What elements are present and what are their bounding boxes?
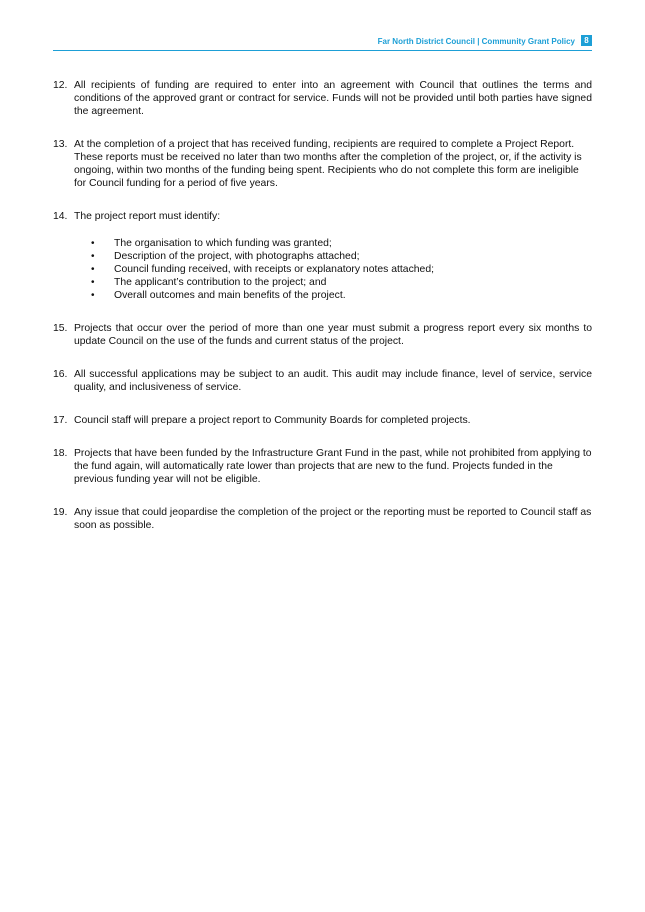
list-item-17 bbox=[53, 414, 592, 427]
item-number: 14. bbox=[53, 211, 68, 222]
bullet-text: Description of the project, with photographs attached; bbox=[114, 251, 360, 262]
item-text: The project report must identify: bbox=[74, 211, 221, 222]
bullet-item bbox=[74, 276, 592, 289]
item-text: At the completion of a project that has received funding, recipients are required to complete a Project Report. These reports must be received no later than two months after the completion of the project, or, if the activity is ongoing, within two months of the funding being spent. Recipients who do not complete this form are ineligible for Council funding for a period of five years. bbox=[74, 139, 582, 189]
item-number: 18. bbox=[53, 448, 68, 459]
list-item-15 bbox=[53, 322, 592, 348]
report-requirements-list bbox=[74, 237, 592, 302]
list-item-12 bbox=[53, 79, 592, 118]
list-item-19 bbox=[53, 506, 592, 532]
header-title: Far North District Council | Community Grant Policy bbox=[377, 36, 575, 46]
bullet-icon: • bbox=[91, 264, 95, 275]
bullet-icon: • bbox=[91, 238, 95, 249]
page-number-badge: 8 bbox=[581, 35, 592, 46]
list-item-13 bbox=[53, 138, 592, 190]
document-body bbox=[53, 79, 592, 552]
item-number: 17. bbox=[53, 415, 68, 426]
list-item-16 bbox=[53, 368, 592, 394]
bullet-icon: • bbox=[91, 251, 95, 262]
bullet-item bbox=[74, 289, 592, 302]
bullet-item bbox=[74, 263, 592, 276]
item-number: 12. bbox=[53, 80, 68, 91]
bullet-text: Overall outcomes and main benefits of the project. bbox=[114, 290, 346, 301]
item-text: All recipients of funding are required to enter into an agreement with Council that outlines the terms and conditions of the approved grant or contract for service. Funds will not be provided until both parties have signed the agreement. bbox=[74, 80, 592, 117]
item-text: Projects that have been funded by the Infrastructure Grant Fund in the past, while not prohibited from applying to the fund again, will automatically rate lower than projects that are new to the fund. Projects funded in the previous funding year will not be eligible. bbox=[74, 448, 592, 485]
bullet-text: The applicant’s contribution to the project; and bbox=[114, 277, 327, 288]
item-number: 15. bbox=[53, 323, 68, 334]
list-item-18 bbox=[53, 447, 592, 486]
item-text: Any issue that could jeopardise the completion of the project or the reporting must be reported to Council staff as soon as possible. bbox=[74, 507, 592, 531]
item-number: 19. bbox=[53, 507, 68, 518]
bullet-icon: • bbox=[91, 290, 95, 301]
bullet-icon: • bbox=[91, 277, 95, 288]
item-number: 13. bbox=[53, 139, 68, 150]
item-text: Council staff will prepare a project report to Community Boards for completed projects. bbox=[74, 415, 471, 426]
item-text: Projects that occur over the period of more than one year must submit a progress report every six months to update Council on the use of the funds and current status of the project. bbox=[74, 323, 592, 347]
header-rule bbox=[53, 50, 592, 51]
item-number: 16. bbox=[53, 369, 68, 380]
bullet-item bbox=[74, 250, 592, 263]
list-item-14 bbox=[53, 210, 592, 302]
page-header bbox=[53, 35, 592, 51]
bullet-item bbox=[74, 237, 592, 250]
item-text: All successful applications may be subject to an audit. This audit may include finance, level of service, service quality, and inclusiveness of service. bbox=[74, 369, 592, 393]
bullet-text: The organisation to which funding was granted; bbox=[114, 238, 332, 249]
bullet-text: Council funding received, with receipts or explanatory notes attached; bbox=[114, 264, 434, 275]
